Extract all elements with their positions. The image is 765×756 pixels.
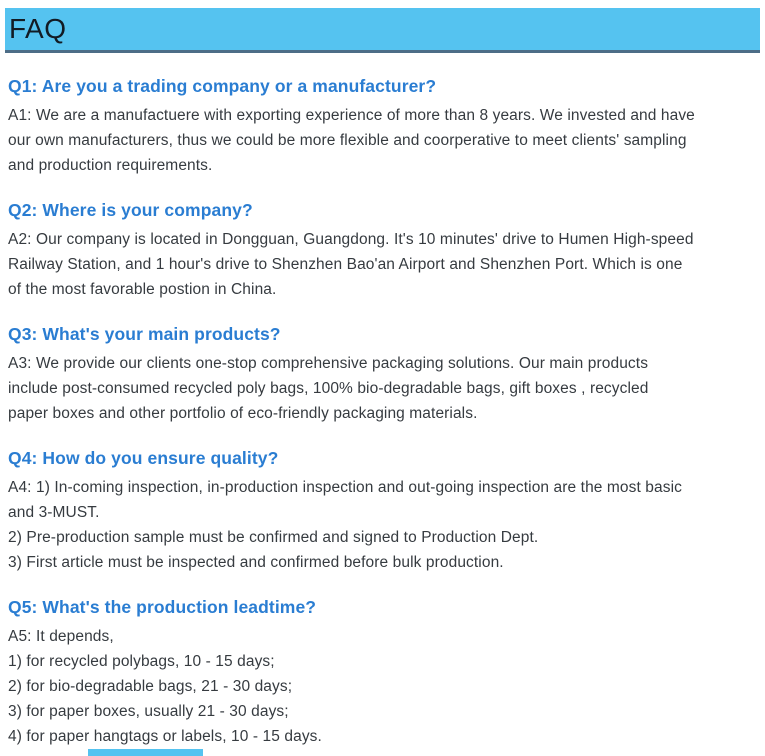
faq-item-4 xyxy=(8,447,757,575)
faq-section-header xyxy=(5,8,760,53)
faq-answer-line: our own manufacturers, thus we could be more flexible and coorperative to meet clients' sampling xyxy=(8,132,687,149)
faq-answer-line: 1) for recycled polybags, 10 - 15 days; xyxy=(8,653,275,670)
faq-question-4: Q4: How do you ensure quality? xyxy=(8,448,279,468)
faq-answer-line: 4) for paper hangtags or labels, 10 - 15 days. xyxy=(8,728,322,745)
faq-answer-line: A3: We provide our clients one-stop comprehensive packaging solutions. Our main products xyxy=(8,355,649,372)
faq-answer-line: A4: 1) In-coming inspection, in-production inspection and out-going inspection are the most basic xyxy=(8,479,682,496)
faq-answer-line: paper boxes and other portfolio of eco-friendly packaging materials. xyxy=(8,405,478,422)
faq-answer-line: A1: We are a manufactuere with exporting experience of more than 8 years. We invested and have xyxy=(8,107,695,124)
faq-section-title: FAQ xyxy=(9,13,67,44)
faq-answer-line: A2: Our company is located in Dongguan, Guangdong. It's 10 minutes' drive to Humen High-speed xyxy=(8,231,694,248)
faq-question-5: Q5: What's the production leadtime? xyxy=(8,597,317,617)
faq-question-1: Q1: Are you a trading company or a manufacturer? xyxy=(8,76,437,96)
faq-content xyxy=(0,53,765,749)
faq-question-2: Q2: Where is your company? xyxy=(8,200,253,220)
cropped-next-section-fragment xyxy=(88,749,203,756)
faq-answer-line: 2) for bio-degradable bags, 21 - 30 days; xyxy=(8,678,293,695)
faq-item-5 xyxy=(8,596,757,749)
faq-item-2 xyxy=(8,199,757,302)
faq-answer-line: 3) First article must be inspected and confirmed before bulk production. xyxy=(8,554,504,571)
faq-answer-line: of the most favorable postion in China. xyxy=(8,281,277,298)
faq-answer-line: 3) for paper boxes, usually 21 - 30 days; xyxy=(8,703,289,720)
faq-answer-line: Railway Station, and 1 hour's drive to Shenzhen Bao'an Airport and Shenzhen Port. Which is one xyxy=(8,256,683,273)
faq-answer-line: 2) Pre-production sample must be confirmed and signed to Production Dept. xyxy=(8,529,539,546)
faq-answer-line: and 3-MUST. xyxy=(8,504,100,521)
faq-question-3: Q3: What's your main products? xyxy=(8,324,281,344)
faq-answer-line: include post-consumed recycled poly bags, 100% bio-degradable bags, gift boxes , recycled xyxy=(8,380,649,397)
faq-item-1 xyxy=(8,75,757,178)
faq-answer-line: and production requirements. xyxy=(8,157,213,174)
faq-item-3 xyxy=(8,323,757,426)
faq-answer-line: A5: It depends, xyxy=(8,628,114,645)
